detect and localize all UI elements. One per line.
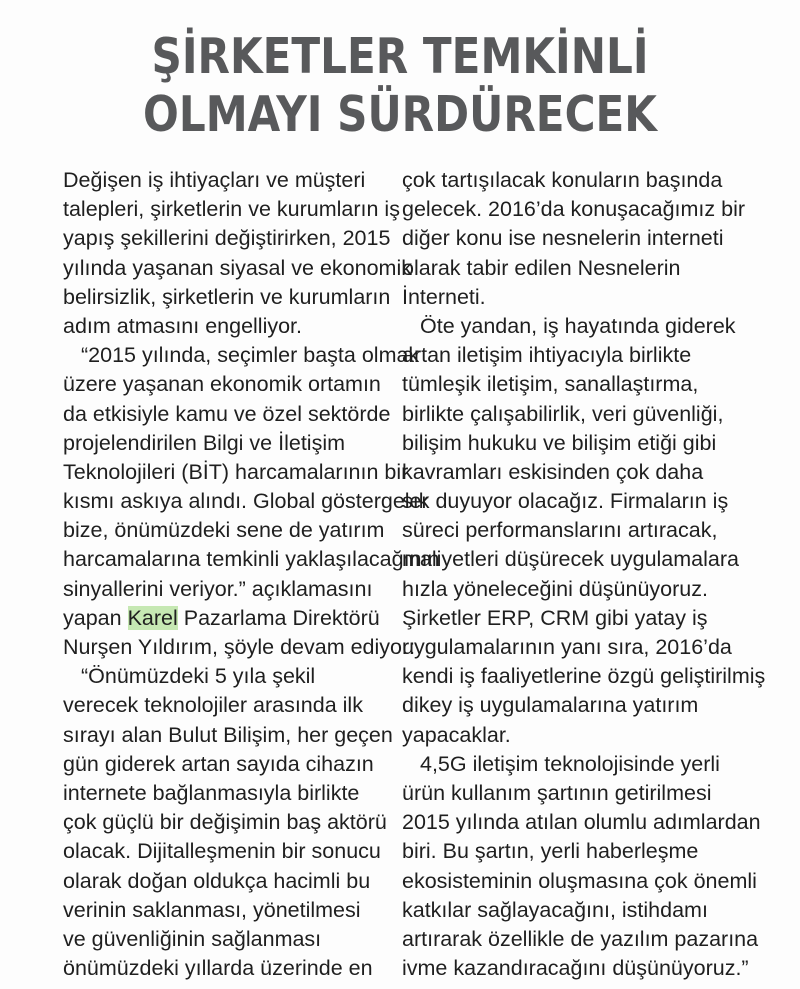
text-line: dikey iş uygulamalarına yatırım — [402, 693, 699, 718]
left-column — [63, 166, 440, 983]
right-column — [402, 166, 766, 983]
title-line-1: ŞİRKETLER TEMKİNLİ — [151, 28, 649, 85]
text-line: verecek teknolojiler arasında ilk — [63, 693, 363, 718]
text-line: ivme kazandıracağını düşünüyoruz.” — [402, 956, 749, 981]
text-line: çok güçlü bir değişimin baş aktörü — [63, 810, 387, 835]
text-line: ve güvenliğinin sağlanması — [63, 926, 322, 951]
text-line: diğer konu ise nesnelerin interneti — [402, 226, 724, 251]
text-line: İnterneti. — [402, 284, 486, 309]
text-line: yapış şekillerini değiştirirken, 2015 — [63, 226, 391, 251]
text-line: sırayı alan Bulut Bilişim, her geçen — [63, 722, 393, 747]
text-line: bize, önümüzdeki sene de yatırım — [63, 518, 385, 543]
text-line: kendi iş faaliyetlerine özgü geliştirilmiş — [402, 664, 766, 689]
text-line: talepleri, şirketlerin ve kurumların iş — [63, 197, 400, 222]
highlighted-word: Karel — [127, 605, 178, 630]
text-line: çok tartışılacak konuların başında — [402, 168, 723, 192]
text-line: 2015 yılında atılan olumlu adımlardan — [402, 810, 761, 835]
text-line: artırarak özellikle de yazılım pazarına — [402, 926, 759, 951]
text-line: sık duyuyor olacağız. Firmaların iş — [402, 489, 729, 514]
title-line-2: OLMAYI SÜRDÜRECEK — [143, 86, 657, 143]
text-line: “Önümüzdeki 5 yıla şekil — [81, 664, 316, 689]
text-line: projelendirilen Bilgi ve İletişim — [63, 430, 346, 455]
text-line: olarak doğan oldukça hacimli bu — [63, 868, 371, 893]
text-line: tümleşik iletişim, sanallaştırma, — [402, 372, 699, 397]
text-line: Teknolojileri (BİT) harcamalarının bir — [63, 459, 409, 484]
text-line: kavramları eskisinden çok daha — [402, 459, 704, 484]
text-line: belirsizlik, şirketlerin ve kurumların — [63, 284, 391, 309]
article-title — [56, 28, 744, 144]
text-segment: yapan — [63, 605, 128, 630]
text-line: Öte yandan, iş hayatında giderek — [420, 313, 736, 338]
text-line: bilişim hukuku ve bilişim etiği gibi — [402, 430, 717, 455]
text-line: gelecek. 2016’da konuşacağımız bir — [402, 197, 746, 222]
text-line: ürün kullanım şartının getirilmesi — [402, 780, 712, 805]
text-line: kısmı askıya alındı. Global göstergeler — [63, 489, 429, 514]
text-line: olacak. Dijitalleşmenin bir sonucu — [63, 839, 381, 864]
text-line: Değişen iş ihtiyaçları ve müşteri — [63, 168, 366, 192]
text-line: “2015 yılında, seçimler başta olmak — [81, 343, 420, 368]
text-line: süreci performanslarını artıracak, — [402, 518, 718, 543]
text-line: ekosisteminin oluşmasına çok önemli — [402, 868, 757, 893]
text-line: katkılar sağlayacağını, istihdamı — [402, 897, 708, 922]
text-line: uygulamalarının yanı sıra, 2016’da — [402, 635, 732, 659]
text-line — [63, 604, 383, 633]
text-line: verinin saklanması, yönetilmesi — [63, 897, 361, 922]
text-line: üzere yaşanan ekonomik ortamın — [63, 372, 381, 397]
text-line: internete bağlanmasıyla birlikte — [63, 780, 360, 805]
text-line: biri. Bu şartın, yerli haberleşme — [402, 839, 699, 864]
text-line: yılında yaşanan siyasal ve ekonomik — [63, 255, 412, 280]
text-segment: Pazarlama Direktörü — [177, 605, 380, 630]
text-line: birlikte çalışabilirlik, veri güvenliği, — [402, 401, 724, 426]
text-line: 4,5G iletişim teknolojisinde yerli — [420, 751, 720, 776]
text-line: Nurşen Yıldırım, şöyle devam ediyor: — [63, 635, 416, 659]
text-line: artan iletişim ihtiyacıyla birlikte — [402, 343, 692, 368]
text-line: sinyallerini veriyor.” açıklamasını — [63, 576, 373, 601]
text-line: maliyetleri düşürecek uygulamalara — [402, 547, 739, 572]
text-line: yapacaklar. — [402, 722, 511, 747]
text-line: Şirketler ERP, CRM gibi yatay iş — [402, 605, 708, 630]
text-line: gün giderek artan sayıda cihazın — [63, 751, 374, 776]
text-line: önümüzdeki yıllarda üzerinde en — [63, 956, 373, 981]
text-line: harcamalarına temkinli yaklaşılacağının — [63, 547, 440, 572]
text-line: hızla yöneleceğini düşünüyoruz. — [402, 576, 708, 601]
text-line: adım atmasını engelliyor. — [63, 313, 303, 338]
text-line: da etkisiyle kamu ve özel sektörde — [63, 401, 391, 426]
text-line: olarak tabir edilen Nesnelerin — [402, 255, 681, 280]
